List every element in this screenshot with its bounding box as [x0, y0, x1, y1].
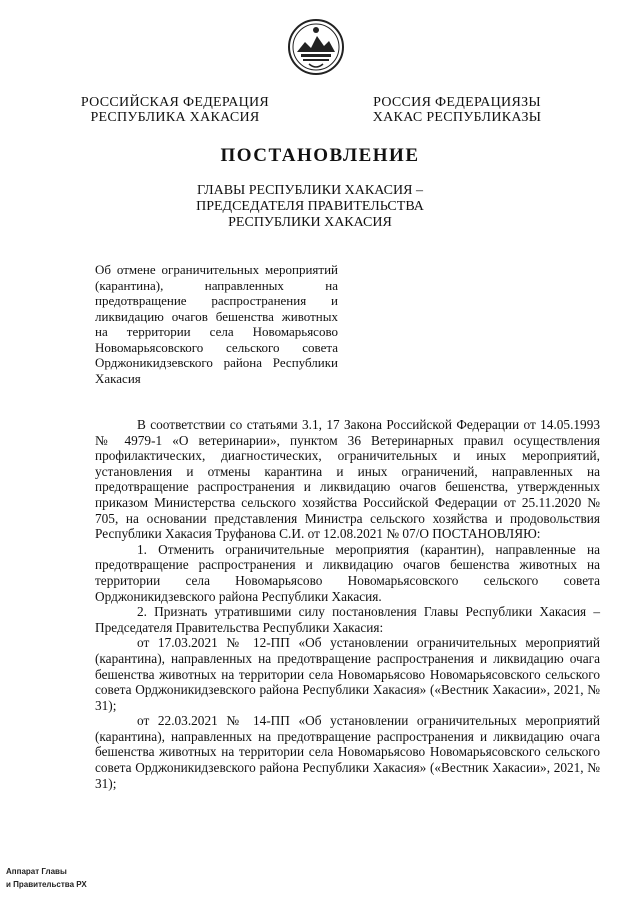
footer-line2: и Правительства РХ — [6, 880, 87, 889]
document-title: ПОСТАНОВЛЕНИЕ — [220, 145, 420, 166]
header-right-line2: ХАКАС РЕСПУБЛИКАЗЫ — [372, 110, 542, 125]
header-left — [80, 95, 270, 125]
footer-line1: Аппарат Главы — [6, 867, 67, 876]
footer-stamp — [6, 865, 87, 891]
header-right — [372, 95, 542, 125]
reference-2-paragraph: от 22.03.2021 № 14-ПП «Об установлении ограничительных мероприятий (карантина), направленных на предотвращение распространения и ликвидацию очага бешенства животных на территории села Новомарьясово Новомарьясовского сельского совета Орджоникидзевского района Республики Хакасия» («Вестник Хакасии», 2021, № 31); — [95, 713, 600, 791]
document-subtitle — [180, 183, 440, 231]
header-right-line1: РОССИЯ ФЕДЕРАЦИЯЗЫ — [373, 95, 541, 110]
subtitle-line2: ПРЕДСЕДАТЕЛЯ ПРАВИТЕЛЬСТВА — [196, 199, 424, 214]
item-2-paragraph: 2. Признать утратившими силу постановления Главы Республики Хакасия – Председателя Правительства Республики Хакасия: — [95, 604, 600, 635]
subtitle-line1: ГЛАВЫ РЕСПУБЛИКИ ХАКАСИЯ – — [197, 183, 423, 198]
item-1-paragraph: 1. Отменить ограничительные мероприятия (карантин), направленные на предотвращение распространения и ликвидацию очагов бешенства животных на территории села Новомарьясово Новомарьясовского сельского совета Орджоникидзевского района Республики Хакасия. — [95, 541, 600, 604]
header-left-line2: РЕСПУБЛИКА ХАКАСИЯ — [90, 110, 260, 125]
subtitle-line3: РЕСПУБЛИКИ ХАКАСИЯ — [228, 215, 392, 230]
reference-1-paragraph: от 17.03.2021 № 12-ПП «Об установлении ограничительных мероприятий (карантина), направленных на предотвращение распространения и ликвидацию очага бешенства животных на территории села Новомарьясово Новомарьясовского сельского совета Орджоникидзевского района Республики Хакасия» («Вестник Хакасии», 2021, № 31); — [95, 635, 600, 713]
header-left-line1: РОССИЙСКАЯ ФЕДЕРАЦИЯ — [80, 95, 270, 110]
document-body — [95, 417, 600, 791]
preamble-paragraph: В соответствии со статьями 3.1, 17 Закона Российской Федерации от 14.05.1993 № 4979-1 «О ветеринарии», пунктом 36 Ветеринарных правил осуществления профилактических, диагностических, ограничительных и иных мероприятий, установления и отмены карантина и иных ограничений, направленных на предотвращение распространения и ликвидацию очагов бешенства, утвержденных приказом Министерства сельского хозяйства Российской Федерации от 25.11.2020 № 705, на основании представления Министра сельского хозяйства и продовольствия Республики Хакасия Труфанова С.И. от 12.08.2021 № 07/О ПОСТАНОВЛЯЮ: — [95, 417, 600, 542]
document-subject: Об отмене ограничительных мероприятий (карантина), направленных на предотвращение распространения и ликвидацию очагов бешенства животных на территории села Новомарьясово Новомарьясовского сельского совета Орджоникидзевского района Республики Хакасия — [95, 262, 338, 386]
coat-of-arms-icon — [287, 18, 345, 76]
